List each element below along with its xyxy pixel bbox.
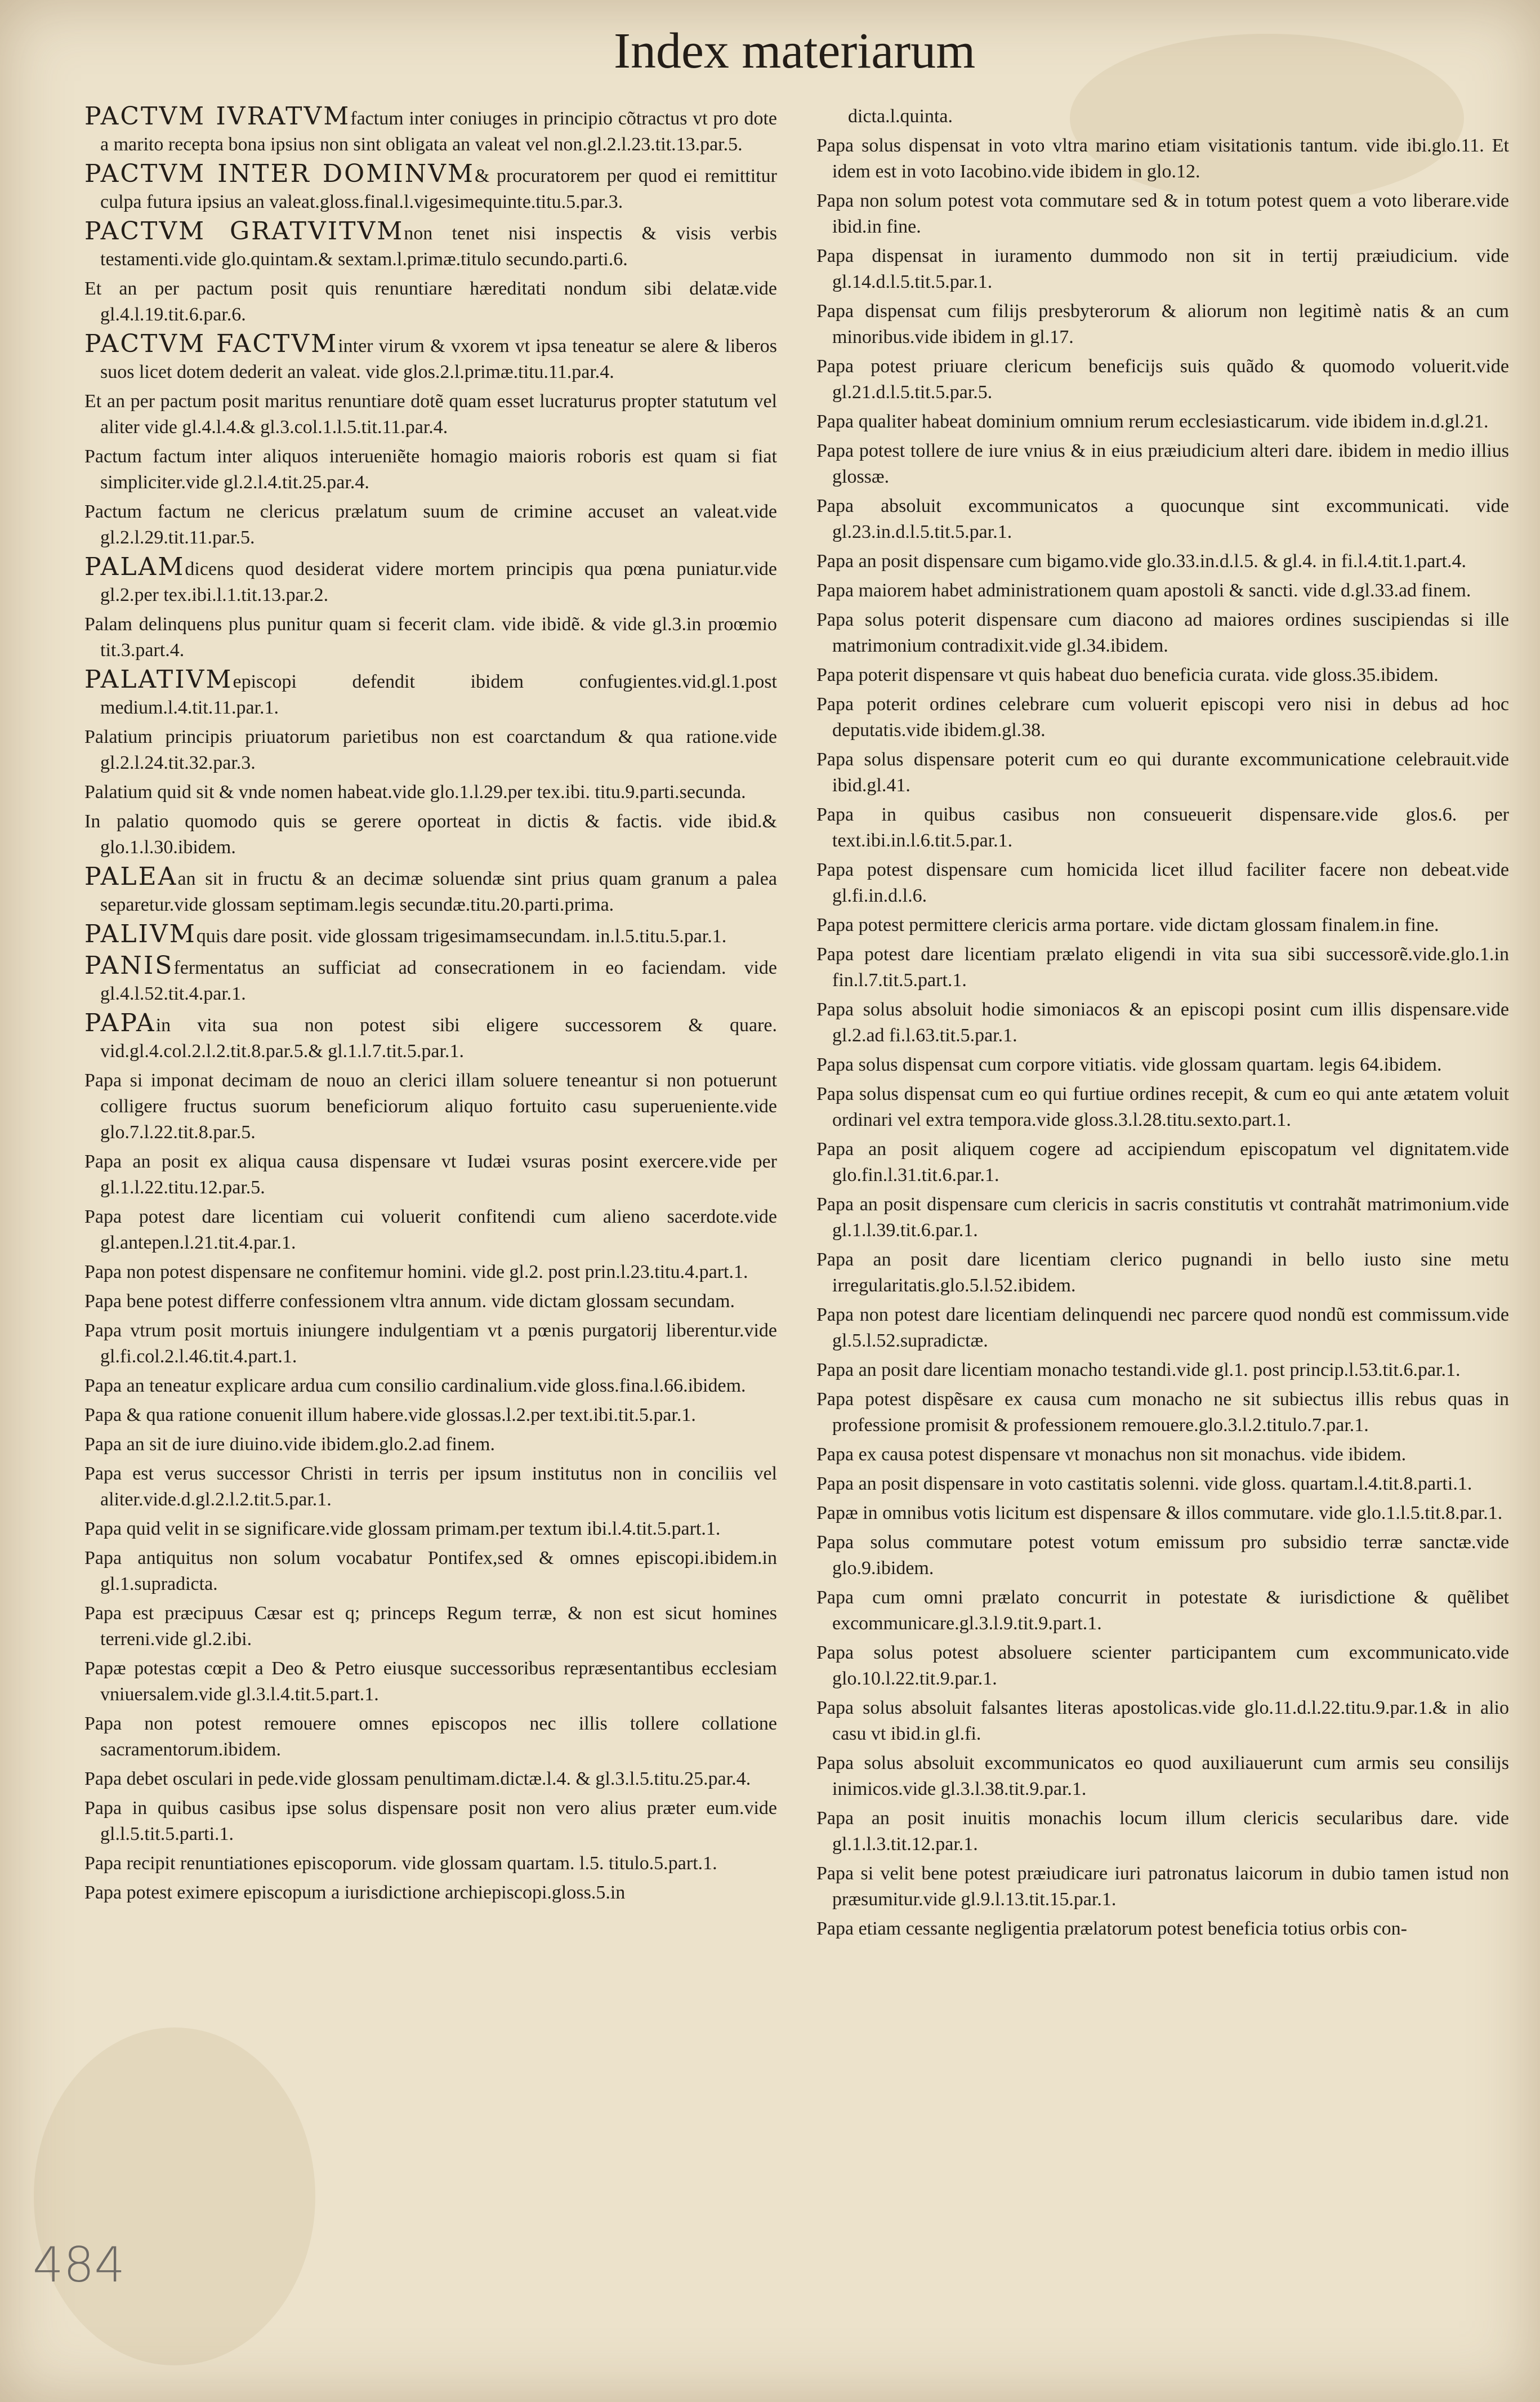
index-entry-text: Papa an teneatur explicare ardua cum consilio cardinalium.vide gloss.fina.l.66.ibidem. [84,1375,746,1396]
index-entry: Papa qualiter habeat dominium omnium rerum ecclesiasticarum. vide ibidem in.d.gl.21. [816,411,1489,432]
index-entry: Papa maiorem habet administrationem quam apostoli & sancti. vide d.gl.33.ad finem. [816,580,1471,601]
index-entry [84,1318,777,1370]
index-entry-heading: PAPA [84,1009,156,1037]
index-entry-text: Papa potest dare licentiam cui voluerit confitendi cum alieno sacerdote.vide gl.antepen.l.21.tit.4.par.1. [84,1206,777,1253]
index-entry-text: Et an per pactum posit quis renuntiare hæreditati nondum sibi delatæ.vide gl.4.l.19.tit.6.par.6. [84,278,777,325]
index-entry [84,953,777,1007]
index-entry-text: Papa est verus successor Christi in terris per ipsum institutus non in conciliis vel aliter.vide.d.gl.2.l.2.tit.5.par.1. [84,1463,777,1510]
index-entry [84,864,777,918]
index-entry: Papa solus poterit dispensare cum diacono ad maiores ordines suscipiendas si ille matrimonium contradixit.vide gl.34.ibidem. [816,609,1509,656]
index-entry-heading: PACTVM INTER DOMINVM [84,159,475,188]
index-entry [84,1432,777,1458]
index-entry: Papa solus dispensat in voto vltra marino etiam visitationis tantum. vide ibi.glo.11. Et idem est in voto Iacobino.vide ibidem in glo.12. [816,135,1509,182]
index-entry [84,389,777,440]
index-entry: Papa dispensat in iuramento dummodo non sit in tertij præiudicium. vide gl.14.d.l.5.tit.5.par.1. [816,246,1509,292]
index-entry: Papa an posit dispensare cum bigamo.vide glo.33.in.d.l.5. & gl.4. in fi.l.4.tit.1.part.4. [816,551,1466,572]
index-entry-text: an sit in fructu & an decimæ soluendæ sint prius quam granum a palea separetur.vide glossam septimam.legis secundæ.titu.20.parti.prima. [100,868,777,915]
index-entry-text: In palatio quomodo quis se gerere oporteat in dictis & factis. vide ibid.& glo.1.l.30.ibidem. [84,811,777,858]
index-entry-text: dicens quod desiderat videre mortem principis qua pœna puniatur.vide gl.2.per tex.ibi.l.1.tit.13.par.2. [100,559,777,605]
index-entry [84,499,777,551]
index-entry-heading: PALEA [84,862,178,891]
index-entry [84,444,777,496]
index-entry: Papa an posit dispensare cum clericis in sacris constitutis vt contrahãt matrimonium.vide gl.1.l.39.tit.6.par.1. [816,1194,1509,1241]
index-entry: Papa an posit dare licentiam monacho testandi.vide gl.1. post princip.l.53.tit.6.par.1. [816,1360,1461,1380]
index-entry: Papa potest tollere de iure vnius & in eius præiudicium alteri dare. ibidem in medio illius glossæ. [816,440,1509,487]
index-entry [84,921,777,950]
index-entry [84,1373,777,1399]
index-entry-text: fermentatus an sufficiat ad consecrationem in eo faciendam. vide gl.4.l.52.tit.4.par.1. [100,957,777,1004]
index-entry [84,1516,777,1542]
index-entry-text: Et an per pactum posit maritus renuntiare dotẽ quam esset lucraturus propter statutum vel aliter vide gl.4.l.4.& gl.3.col.1.l.5.tit.11.par.4. [84,391,777,438]
index-entry [84,1068,777,1146]
left-column [84,104,777,2272]
index-entry [84,1601,777,1652]
index-entry: Papa solus dispensare poterit cum eo qui durante excommunicatione celebrauit.vide ibid.gl.41. [816,749,1509,796]
index-entry-text: factum inter coniuges in principio cõtractus vt pro dote a marito recepta bona ipsius non sint obligata an valeat vel non.gl.2.l.23.tit.13.par.5. [100,108,777,155]
index-entry-text: Papa in quibus casibus ipse solus dispensare posit non vero alius præter eum.vide gl.l.5.tit.5.parti.1. [84,1798,777,1844]
index-entry-heading: PALAM [84,552,185,581]
index-entry-text: Papa an posit ex aliqua causa dispensare vt Iudæi vsuras posint exercere.vide per gl.1.l.22.titu.12.par.5. [84,1151,777,1198]
index-entry [84,1402,777,1428]
index-entry: Papa solus absoluit hodie simoniacos & an episcopi posint cum illis dispensare.vide gl.2.ad fi.l.63.tit.5.par.1. [816,999,1509,1046]
index-entry [84,1289,777,1314]
index-entry-text: Papa & qua ratione conuenit illum habere.vide glossas.l.2.per text.ibi.tit.5.par.1. [84,1405,696,1425]
index-entry: Papa potest dispensare cum homicida licet illud faciliter facere non debeat.vide gl.fi.in.d.l.6. [816,859,1509,906]
index-entry-text: quis dare posit. vide glossam trigesimamsecundam. in.l.5.titu.5.par.1. [196,926,727,947]
index-entry [84,1545,777,1597]
index-entry [84,161,777,215]
index-entry-text: Papa an sit de iure diuino.vide ibidem.glo.2.ad finem. [84,1434,495,1455]
index-entry [84,1461,777,1513]
right-column [816,104,1509,2272]
index-entry [84,1010,777,1064]
index-entry-text: Papa antiquitus non solum vocabatur Pontifex,sed & omnes episcopi.ibidem.in gl.1.supradicta. [84,1548,777,1594]
index-entry-text: Papa bene potest differre confessionem vltra annum. vide dictam glossam secundam. [84,1291,735,1312]
index-entry: Papa solus absoluit excommunicatos eo quod auxiliauerunt cum armis seu consilijs inimicos.vide gl.3.l.38.tit.9.par.1. [816,1753,1509,1799]
index-entry: Papa solus dispensat cum corpore vitiatis. vide glossam quartam. legis 64.ibidem. [816,1054,1442,1075]
index-entry-text: Papa potest eximere episcopum a iurisdictione archiepiscopi.gloss.5.in [84,1882,626,1903]
index-entry: Papa in quibus casibus non consueuerit dispensare.vide glos.6. per text.ibi.in.l.6.tit.5.par.1. [816,804,1509,851]
index-entry: Papa absoluit excommunicatos a quocunque sint excommunicati. vide gl.23.in.d.l.5.tit.5.par.1. [816,496,1509,542]
index-entry [84,554,777,608]
index-entry [84,1711,777,1763]
index-entry: Papa an posit aliquem cogere ad accipiendum episcopatum vel dignitatem.vide glo.fin.l.31.tit.6.par.1. [816,1139,1509,1186]
index-entry [84,219,777,273]
index-entry-text: Papa non potest dispensare ne confitemur homini. vide gl.2. post prin.l.23.titu.4.part.1. [84,1262,748,1282]
index-entry-text: Palatium quid sit & vnde nomen habeat.vide glo.1.l.29.per tex.ibi. titu.9.parti.secunda. [84,782,746,803]
index-entry-text: Palam delinquens plus punitur quam si fecerit clam. vide ibidẽ. & vide gl.3.in proœmio tit.3.part.4. [84,614,777,661]
index-entry-heading: PALATIVM [84,665,233,694]
index-entry [84,1880,777,1906]
index-entry-text: & procuratorem per quod ei remittitur culpa futura ipsius an valeat.gloss.final.l.vigesimequinte.titu.5.par.3. [100,166,777,212]
index-entry: Papa non solum potest vota commutare sed & in totum potest quem a voto liberare.vide ibid.in fine. [816,190,1509,237]
index-entry [84,1795,777,1847]
index-entry [84,667,777,721]
index-entry-text: in vita sua non potest sibi eligere successorem & quare. vid.gl.4.col.2.l.2.tit.8.par.5.& gl.1.l.7.tit.5.par.1. [100,1015,777,1062]
index-entry-heading: PACTVM IVRATVM [84,104,351,131]
index-entry: Papa poterit dispensare vt quis habeat duo beneficia curata. vide gloss.35.ibidem. [816,665,1439,685]
index-entry-heading: PACTVM GRATVITVM [84,217,404,246]
index-entry [84,1149,777,1201]
index-entry: Papa an posit dispensare in voto castitatis solenni. vide gloss. quartam.l.4.tit.8.parti.1. [816,1473,1472,1494]
index-entry [84,1851,777,1877]
index-entry [84,331,777,385]
index-entry: Papa solus commutare potest votum emissum pro subsidio terræ sanctæ.vide glo.9.ibidem. [816,1532,1509,1579]
index-entry-heading: PACTVM FACTVM [84,329,338,358]
index-entry [84,809,777,861]
index-entry [84,1204,777,1256]
index-entry-text: episcopi defendit ibidem confugientes.vid.gl.1.post medium.l.4.tit.11.par.1. [100,671,777,718]
index-entry-text: Pactum factum inter aliquos interueniẽte homagio maioris roboris est quam si fiat simpliciter.vide gl.2.l.4.tit.25.par.4. [84,446,777,493]
index-entry [84,1259,777,1285]
index-entry: Papa potest dare licentiam prælato eligendi in vita sua sibi successorẽ.vide.glo.1.in fin.l.7.tit.5.part.1. [816,944,1509,991]
index-entry-heading: PALIVM [84,920,197,948]
index-entry [84,724,777,776]
index-entry [84,104,777,158]
index-entry-text: Papa vtrum posit mortuis iniungere indulgentiam vt a pœnis purgatorij liberentur.vide gl.fi.col.2.l.46.tit.4.part.1. [84,1320,777,1367]
index-entry [84,1656,777,1708]
index-entry: Papæ in omnibus votis licitum est dispensare & illos commutare. vide glo.1.l.5.tit.8.par.1. [816,1503,1503,1523]
index-entry: dicta.l.quinta. [848,106,953,127]
index-entry: Papa ex causa potest dispensare vt monachus non sit monachus. vide ibidem. [816,1444,1407,1465]
index-entry-text: Papa si imponat decimam de nouo an clerici illam soluere teneantur si non potuerunt colligere fructus suorum beneficiorum aliquo fortuito casu superueniente.vide glo.7.l.22.tit.8.par.5. [84,1070,777,1143]
index-entry-text: Papa recipit renuntiationes episcoporum. vide glossam quartam. l.5. titulo.5.part.1. [84,1853,717,1874]
index-entry: Papa etiam cessante negligentia prælatorum potest beneficia totius orbis con- [816,1918,1407,1939]
index-entry [84,612,777,663]
index-entry [84,1766,777,1792]
index-entry-text: Papa debet osculari in pede.vide glossam penultimam.dictæ.l.4. & gl.3.l.5.titu.25.par.4. [84,1768,751,1789]
index-entry: Papa non potest dare licentiam delinquendi nec parcere quod nondũ est commissum.vide gl.5.l.52.supradictæ. [816,1304,1509,1351]
index-entry: Papa solus absoluit falsantes literas apostolicas.vide glo.11.d.l.22.titu.9.par.1.& in alio casu vt ibid.in gl.fi. [816,1697,1509,1744]
index-entry-text: Papæ potestas cœpit a Deo & Petro eiusque successoribus repræsentantibus ecclesiam vniuersalem.vide gl.3.l.4.tit.5.part.1. [84,1658,777,1705]
index-entry: Papa an posit inuitis monachis locum illum clericis secularibus dare. vide gl.1.l.3.tit.12.par.1. [816,1808,1509,1855]
index-entry: Papa an posit dare licentiam clerico pugnandi in bello iusto sine metu irregularitatis.glo.5.l.52.ibidem. [816,1249,1509,1296]
index-entry-text: Papa quid velit in se significare.vide glossam primam.per textum ibi.l.4.tit.5.part.1. [84,1518,721,1539]
index-entry-text: Palatium principis priuatorum parietibus non est coarctandum & qua ratione.vide gl.2.l.24.tit.32.par.3. [84,727,777,773]
index-entry: Papa cum omni prælato concurrit in potestate & iurisdictione & quẽlibet excommunicare.gl.3.l.9.tit.9.part.1. [816,1587,1509,1634]
index-entry: Papa si velit bene potest præiudicare iuri patronatus laicorum in dubio tamen istud non præsumitur.vide gl.9.l.13.tit.15.par.1. [816,1863,1509,1910]
index-entry-heading: PANIS [84,951,174,980]
index-entry-text: non tenet nisi inspectis & visis verbis testamenti.vide glo.quintam.& sextam.l.primæ.titulo secundo.parti.6. [100,223,777,270]
index-entry-text: Papa non potest remouere omnes episcopos nec illis tollere collatione sacramentorum.ibidem. [84,1713,777,1760]
index-entry: Papa potest dispẽsare ex causa cum monacho ne sit subiectus illis rebus quas in professione promisit & professionem remouere.glo.3.l.2.titulo.7.par.1. [816,1389,1509,1436]
index-entry: Papa potest permittere clericis arma portare. vide dictam glossam finalem.in fine. [816,915,1439,935]
index-entry: Papa solus dispensat cum eo qui furtiue ordines recepit, & cum eo qui ante ætatem voluit ordinari vel extra tempora.vide gloss.3.l.28.titu.sexto.part.1. [816,1084,1509,1130]
index-entry: Papa potest priuare clericum beneficijs suis quãdo & quomodo voluerit.vide gl.21.d.l.5.tit.5.par.5. [816,356,1509,403]
index-entry-text: inter virum & vxorem vt ipsa teneatur se alere & liberos suos licet dotem dederit an valeat. vide glos.2.l.primæ.titu.11.par.4. [100,336,777,382]
page-title: Index materiarum [614,23,976,79]
folio-number: 484 [33,2237,126,2293]
index-entry [84,779,777,805]
index-entry [84,276,777,328]
index-entry-text: Papa est præcipuus Cæsar est q; princeps Regum terræ, & non est sicut homines terreni.vide gl.2.ibi. [84,1603,777,1650]
index-entry: Papa poterit ordines celebrare cum voluerit episcopi vero nisi in debus ad hoc deputatis.vide ibidem.gl.38. [816,694,1509,741]
index-entry: Papa solus potest absoluere scienter participantem cum excommunicato.vide glo.10.l.22.tit.9.par.1. [816,1642,1509,1689]
index-entry-text: Pactum factum ne clericus prælatum suum de crimine accuset an valeat.vide gl.2.l.29.tit.11.par.5. [84,501,777,548]
index-entry: Papa dispensat cum filijs presbyterorum & aliorum non legitimè natis & an cum minoribus.vide ibidem in gl.17. [816,301,1509,347]
